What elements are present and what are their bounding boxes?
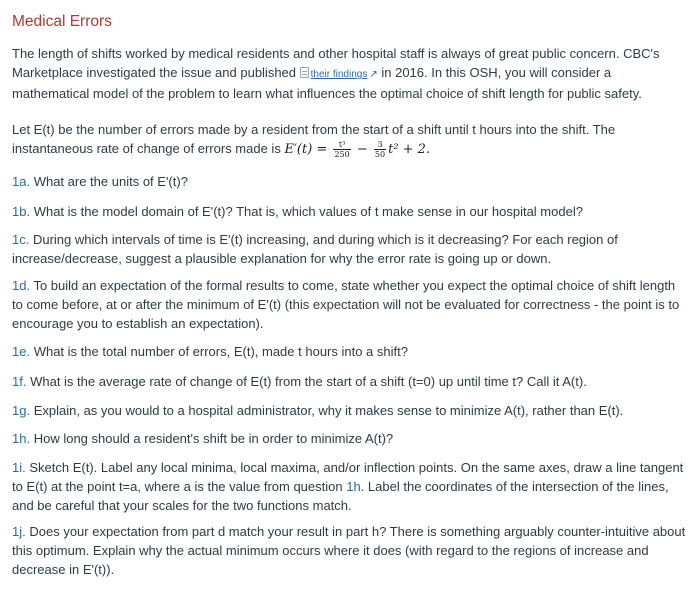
intro-text-before: The length of shifts worked by medical residents and other hospital staff is always of great public concern. CBC's Marketplace investigated the issue and published [12,46,660,80]
question-text: During which intervals of time is E'(t) increasing, and during which is it decreasing? For each region of increase/decrease, suggest a plausible explanation for why the error rate is going up or down. [12,232,618,266]
question-label: 1b. [12,204,31,219]
question-1c [12,230,688,268]
fraction-2-numerator: 3 [374,140,386,150]
fraction-2-denominator: 50 [374,150,386,159]
question-1g [12,401,688,420]
question-label: 1g. [12,403,31,418]
question-label: 1d. [12,278,31,293]
question-text: What is the total number of errors, E(t), made t hours into a shift? [33,344,408,359]
question-1d [12,276,688,333]
formula-minus: − [356,142,368,157]
question-1b [12,202,688,221]
fraction-1-denominator: 250 [334,150,350,159]
question-text-after: . Label the coordinates of the intersection of the lines, and be careful that your scales for the two functions match. [12,479,669,513]
question-text: Explain, as you would to a hospital administrator, why it makes sense to minimize A(t), rather than E(t). [33,403,624,418]
document-icon [300,67,309,78]
question-label: 1e. [12,344,31,359]
definition-paragraph [12,120,688,159]
question-label: 1f. [12,374,27,389]
question-text: What is the average rate of change of E(t) from the start of a shift (t=0) up until time t? Call it A(t). [30,374,587,389]
formula-term2: t² + 2. [388,142,431,157]
question-1i [12,458,688,515]
question-label: 1i. [12,460,26,475]
question-text: To build an expectation of the formal results to come, state whether you expect the optimal choice of shift length to come before, at or after the minimum of E'(t) (this expectation will not be evaluated for correctness - the point is to encourage you to establish an expectation). [12,278,680,331]
page-title: Medical Errors [12,13,112,30]
question-1a [12,172,688,191]
question-label: 1h. [12,431,31,446]
definition-line1: Let E(t) be the number of errors made by a resident from the start of a shift until t hours into the shift. The [12,122,616,137]
findings-link[interactable]: their findings [310,69,368,80]
formula-fraction-2 [374,140,386,159]
question-label: 1j. [12,524,26,539]
question-text: What is the model domain of E'(t)? That is, which values of t make sense in our hospital model? [33,204,583,219]
definition-line2: instantaneous rate of change of errors made is [12,141,281,156]
fraction-1-numerator: t³ [333,140,350,150]
question-1h [12,429,688,448]
question-label: 1c. [12,232,30,247]
question-ref-1h: 1h [346,479,361,494]
intro-text-after: in 2016. In this OSH, you will consider a mathematical model of the problem to learn what influences the optimal choice of shift length for public safety. [12,65,642,101]
question-1j [12,522,688,579]
question-text: How long should a resident's shift be in order to minimize A(t)? [33,431,394,446]
question-text: Does your expectation from part d match your result in part h? There is something arguably counter-intuitive about this optimum. Explain why the actual minimum occurs where it does (with regard to the regions of increase and decrease in E'(t)). [12,524,686,577]
formula-lhs: E′(t) = [284,142,328,157]
intro-paragraph [12,44,688,103]
question-1f [12,372,688,391]
external-link-icon[interactable]: ↗ [369,69,378,80]
question-1e [12,342,688,361]
rate-formula [284,142,430,157]
formula-fraction-1 [333,140,350,159]
question-text: What are the units of E'(t)? [33,174,188,189]
question-text-before: Sketch E(t). Label any local minima, local maxima, and/or inflection points. On the same axes, draw a line tangent to E(t) at the point t=a, where a is the value from question [12,460,684,494]
question-label: 1a. [12,174,31,189]
